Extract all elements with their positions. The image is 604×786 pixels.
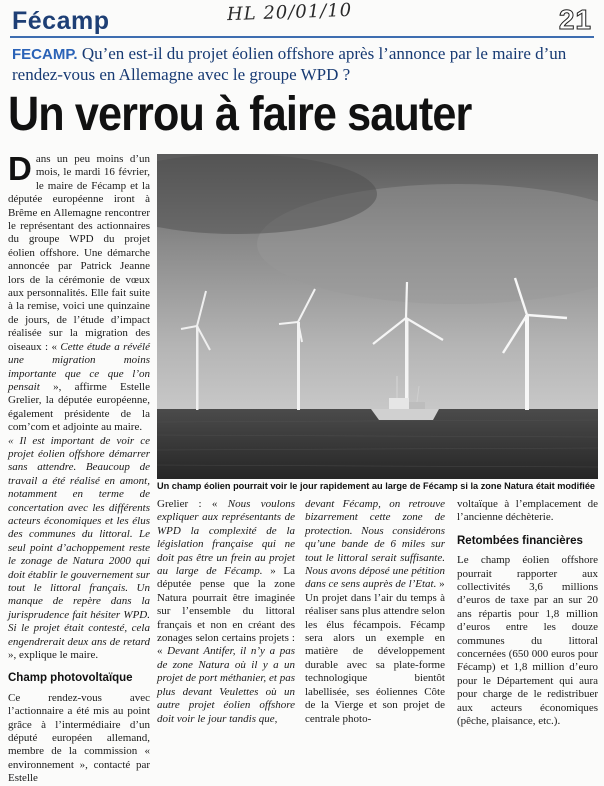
subheading: Champ photovoltaïque: [8, 672, 133, 685]
paragraph: [157, 498, 295, 726]
kicker-lead: FECAMP.: [12, 46, 78, 63]
article-column-1: [8, 150, 150, 786]
paragraph: voltaïque à l’emplacement de l’ancienne déchèterie.: [457, 498, 598, 524]
header-divider: [10, 36, 594, 38]
subheading: Retombées financières: [457, 534, 583, 547]
paragraph-text: ans un peu moins d’un mois, le mardi 16 février, le maire de Fécamp et la députée européenne iront à Brême en Allemagne rencontrer le représentant des actionnaires du groupe WPD du projet éolien offshore. Une démarche annoncée par Patrick Jeanne lors de la cérémonie de vœux aux personnalités. Elle fait suite à la remise, voici une quinzaine de jours, de l’étude d’impact réalisée sur la migration des oiseaux : «: [8, 153, 150, 353]
quote-text: Nous voulons expliquer aux représentants de WPD la complexité de la législation française qui ne doit pas être un frein au projet au large de Fécamp.: [157, 498, 295, 578]
paragraph-text: », affirme Estelle Grelier, la députée européenne, également présidente de la com’com et adjointe au maire.: [8, 380, 150, 434]
quote-text: Cette étude a révélé une migration moins importante que ce que l’on pensait: [8, 340, 150, 393]
drop-cap: D: [8, 150, 32, 187]
paragraph: [8, 435, 150, 663]
paragraph: Le champ éolien offshore pourrait rapporter aux collectivités 3,6 millions d’euros de taxe par an sur 20 ans répartis pour 1,8 million d’euros entre les douze communes du littoral concernées (650 000 euros pour Fécamp) et 1,8 million d’euro pour le Département qui aura pour charge de le redistribuer aux acteurs économiques (pêche, plaisance, etc.).: [457, 554, 598, 728]
wind-farm-photo: [157, 154, 598, 479]
article-column-4: [457, 498, 598, 729]
handwritten-annotation: HL 20/01/10: [226, 0, 353, 26]
quote-text: devant Fécamp, on retrouve bizarrement cette zone de protection. Nous considérons qu’une bande de 6 miles sur tout le littoral serait suffisante. Nous avons déposé une pétition dans ce sens auprès de l’Etat.: [305, 498, 445, 591]
article-column-3: [305, 498, 445, 726]
kicker-text: Qu’en est-il du projet éolien offshore après l’annonce par le maire d’un rendez-vous en Allemagne avec le groupe WPD ?: [12, 44, 567, 84]
paragraph-text: »: [436, 578, 445, 591]
paragraph: [305, 498, 445, 592]
paragraph: Ce rendez-vous avec l’actionnaire a été mis au point grâce à l’intermédiaire d’un député européen allemand, membre de la commission « environnement », contacté par Estelle: [8, 691, 150, 785]
paragraph-text: Grelier : «: [157, 498, 228, 510]
quote-text: « Il est important de voir ce projet éolien offshore démarrer sans attendre. Beaucoup de travail a été réalisé en amont, notamment en terme de concertation avec les différents acteurs économiques et les élus des communes du littoral. Le seul point d’achoppement reste le zonage de Natura 2000 qui doit établir le gouvernement sur tout le littoral français. Un manque de repère dans la jurisprudence fait hésiter WPD. Si le projet était contesté, cela engendrerait deux ans de retard: [8, 434, 150, 648]
quote-text: Devant Antifer, il n’y a pas de zone Natura où il y a un projet de port méthanier, et pas plus devant Veulettes où un autre projet éolien offshore doit voir le jour tandis que,: [157, 645, 295, 725]
sea: [157, 409, 598, 479]
paragraph-text: », explique le maire.: [8, 649, 99, 662]
photo-caption: Un champ éolien pourrait voir le jour rapidement au large de Fécamp si la zone Natura était modifiée: [157, 481, 596, 491]
headline: Un verrou à faire sauter: [8, 88, 472, 141]
section-title: Fécamp: [12, 7, 110, 35]
article-column-2: [157, 498, 295, 726]
paragraph: [8, 150, 150, 435]
page-header: [0, 0, 604, 44]
kicker: [12, 44, 592, 85]
paragraph-text: » La députée pense que la zone Natura pourrait être imaginée sur l’ensemble du littoral français et non en créant des zonages selon certains projets : «: [157, 565, 295, 658]
paragraph: Un projet dans l’air du temps à réaliser sans plus attendre selon les élus fécampois. Fécamp sera alors un exemple en matière de développement durable avec sa plate-forme technologique bientôt labellisée, ses éoliennes Côte de la Vierge et son projet de centrale photo-: [305, 591, 445, 725]
page-number: 21: [558, 4, 592, 35]
